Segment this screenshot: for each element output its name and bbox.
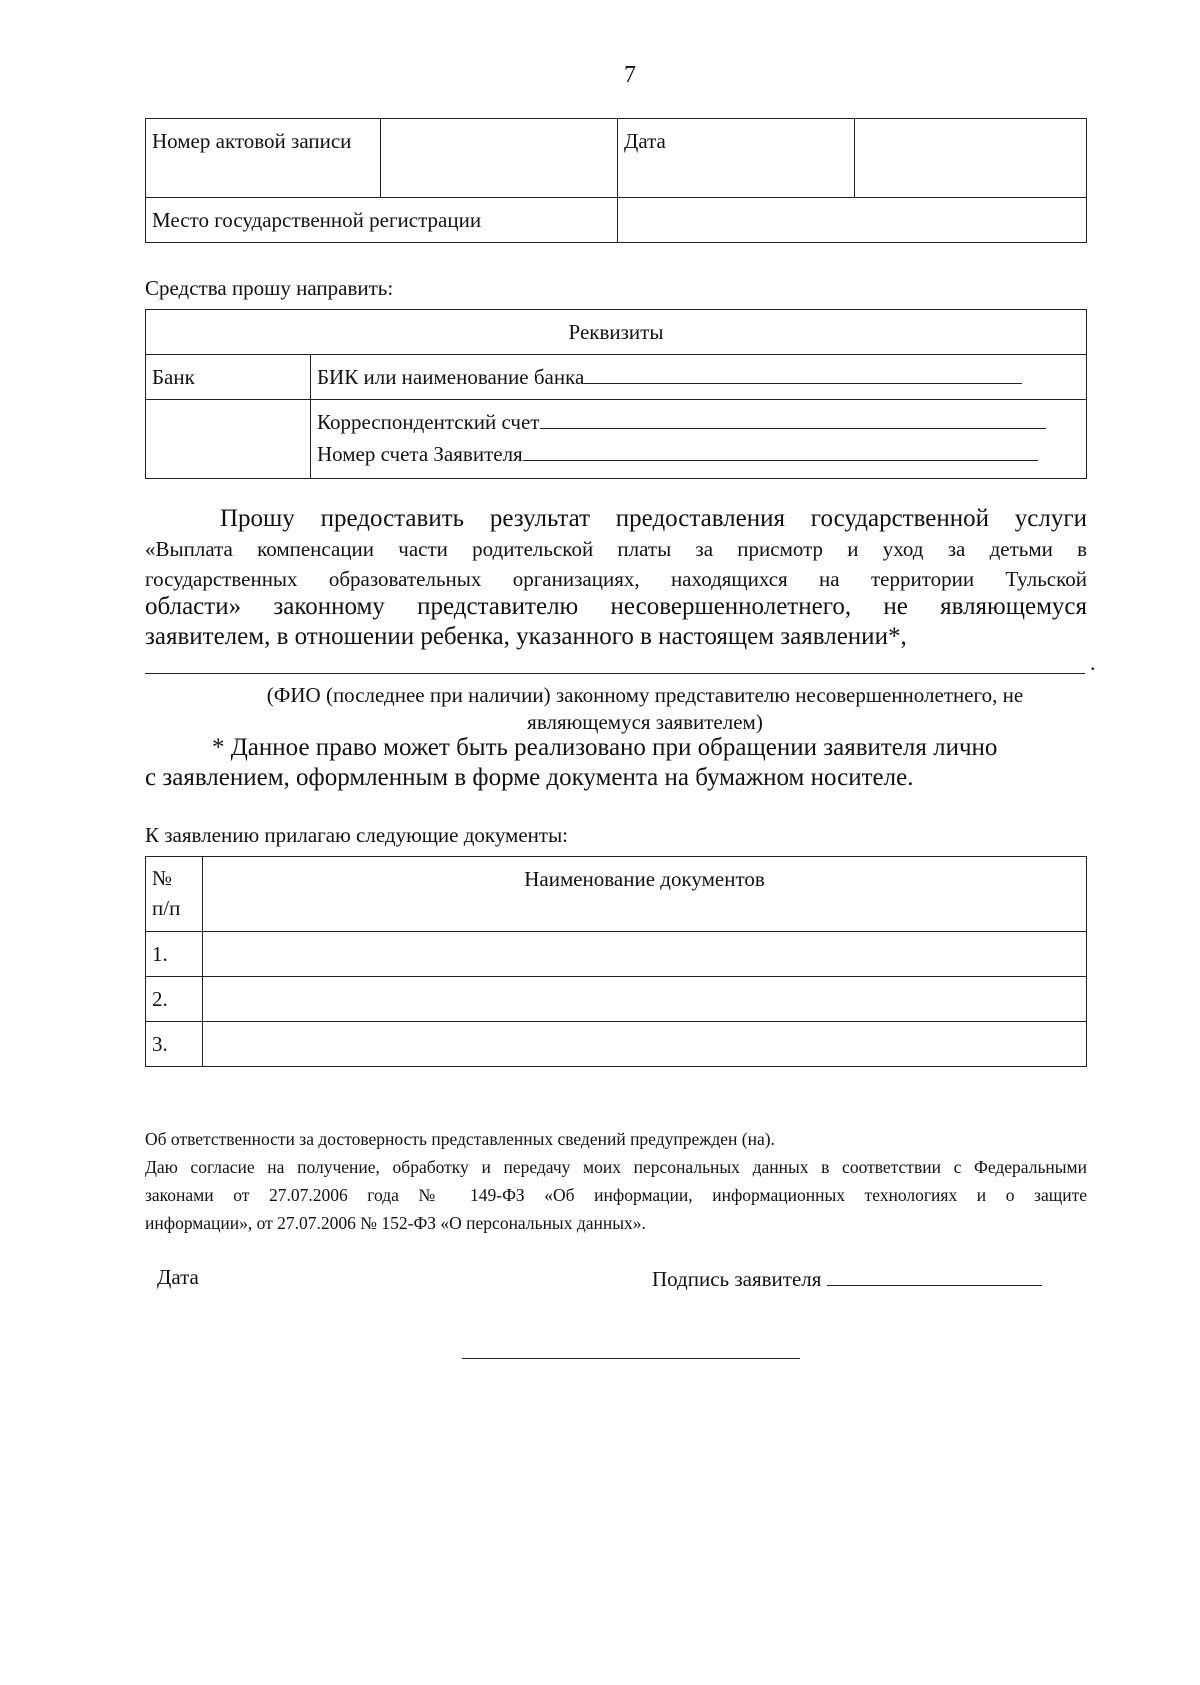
bank-details-header: Реквизиты: [146, 310, 1087, 355]
request-line-3: государственных образовательных организациях, находящихся на территории Тульской: [145, 567, 1087, 591]
bik-label: БИК или наименование банка: [317, 365, 585, 389]
doc-row-number: 3.: [146, 1022, 203, 1067]
bank-label: Банк: [146, 355, 311, 400]
corr-account-input-line[interactable]: [540, 408, 1046, 429]
col-name-header: Наименование документов: [203, 857, 1087, 932]
responsibility-text: Об ответственности за достоверность представленных сведений предупрежден (на).: [145, 1129, 775, 1149]
place-label: Место государственной регистрации: [146, 198, 618, 243]
place-field[interactable]: [618, 198, 1087, 243]
request-line-1: Прошу предоставить результат предоставления государственной услуги: [220, 505, 1087, 532]
record-number-field[interactable]: [381, 119, 618, 198]
note-line-2: с заявлением, оформленным в форме документа на бумажном носителе.: [145, 764, 914, 791]
closing-divider: [462, 1358, 800, 1359]
signature-label: Подпись заявителя: [652, 1267, 822, 1291]
col-number-header: № п/п: [146, 857, 203, 932]
doc-row-number: 1.: [146, 932, 203, 977]
request-line-4: области» законному представителю несовершеннолетнего, не являющемуся: [145, 593, 1087, 620]
request-line-5: заявителем, в отношении ребенка, указанного в настоящем заявлении*,: [145, 623, 907, 650]
record-number-label: Номер актовой записи: [146, 119, 381, 198]
note-line-1: * Данное право может быть реализовано при обращении заявителя лично: [212, 734, 998, 761]
fio-input-line[interactable]: [145, 673, 1085, 674]
doc-row-number: 2.: [146, 977, 203, 1022]
bank-details-table: [145, 309, 1087, 479]
doc-row-field-2[interactable]: [203, 977, 1087, 1022]
applicant-account-label: Номер счета Заявителя: [317, 442, 523, 466]
date-signature-label: Дата: [157, 1265, 199, 1289]
documents-intro: К заявлению прилагаю следующие документы:: [145, 823, 569, 847]
applicant-account-input-line[interactable]: [523, 440, 1038, 461]
documents-table: [145, 856, 1087, 1067]
accounts-cell: [311, 400, 1087, 479]
doc-row-field-3[interactable]: [203, 1022, 1087, 1067]
request-line-2: «Выплата компенсации части родительской платы за присмотр и уход за детьми в: [145, 537, 1087, 561]
bik-row: [311, 355, 1087, 400]
date-field[interactable]: [855, 119, 1087, 198]
consent-line-2: законами от 27.07.2006 года № 149-ФЗ «Об информации, информационных технологиях и о защите: [145, 1185, 1087, 1205]
funds-intro: Средства прошу направить:: [145, 276, 394, 300]
signature-row: [652, 1265, 1042, 1292]
registration-table: [145, 118, 1087, 243]
page-number: 7: [624, 62, 636, 88]
date-label: Дата: [618, 119, 855, 198]
signature-input-line[interactable]: [827, 1265, 1042, 1286]
bik-input-line[interactable]: [584, 363, 1022, 384]
fio-caption-line-1: (ФИО (последнее при наличии) законному представителю несовершеннолетнего, не: [266, 683, 1024, 707]
fio-caption-line-2: являющемуся заявителем): [527, 710, 763, 734]
consent-line-1: Даю согласие на получение, обработку и передачу моих персональных данных в соответствии с Федеральными: [145, 1157, 1087, 1177]
doc-row-field-1[interactable]: [203, 932, 1087, 977]
corr-account-label: Корреспондентский счет: [317, 410, 540, 434]
bank-empty-cell: [146, 400, 311, 479]
consent-line-3: информации», от 27.07.2006 № 152-ФЗ «О персональных данных».: [145, 1213, 646, 1233]
